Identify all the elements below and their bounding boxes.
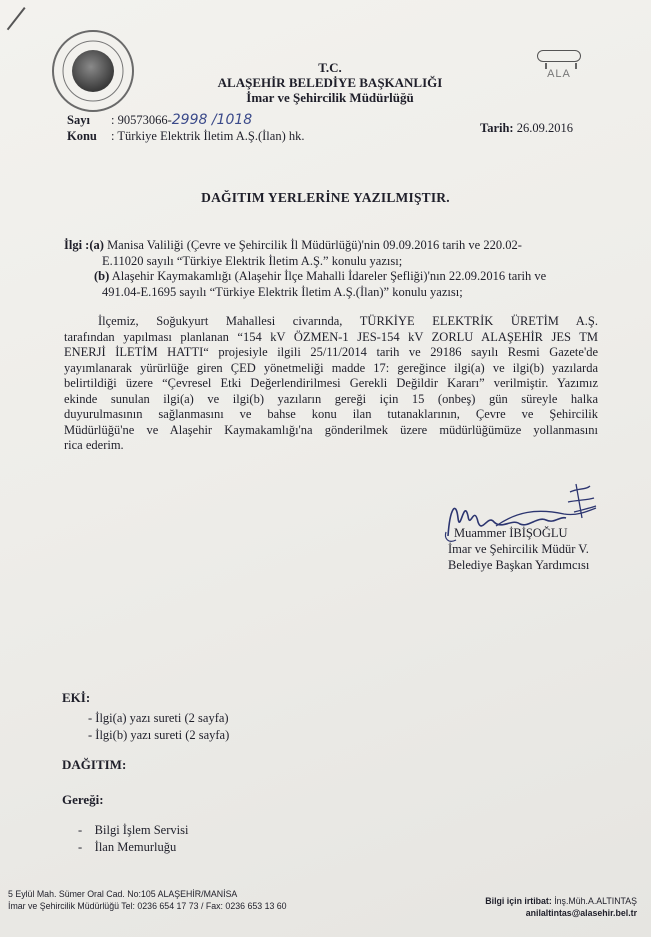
sayi-label: Sayı — [67, 113, 90, 127]
body-line-2: ENERJİ İLETİM HATTI“ projesiyle ilgili 25/11/2014 tarih ve 29186 sayılı Resmi Gazete'de — [64, 345, 598, 359]
ilgi-a-marker: (a) — [89, 238, 104, 252]
ek-item-1: - İlgi(a) yazı sureti (2 sayfa) — [88, 711, 229, 725]
ek-item-2-text: İlgi(b) yazı sureti (2 sayfa) — [95, 728, 230, 742]
ek-label: EKİ: — [62, 690, 91, 705]
sayi-value: : 90573066- — [111, 113, 172, 127]
ilgi-b-marker: (b) — [94, 269, 110, 283]
sayi-handwritten: 2998 /1018 — [171, 112, 253, 128]
signatory-title-1: İmar ve Şehircilik Müdür V. — [448, 542, 589, 556]
geregi-list — [78, 822, 188, 856]
signatory-title-2: Belediye Başkan Yardımcısı — [448, 558, 590, 572]
footer-contact-name: İnş.Müh.A.ALTINTAŞ — [554, 896, 637, 906]
konu-line — [67, 129, 304, 144]
body-line-7: Müdürlüğü'ne ve Alaşehir Kaymakamlığı'na gönderilmek üzere müdürlüğümüze yollanmasını — [64, 422, 598, 437]
body-line-1: tarafından yapılması planlanan “154 kV ÖZMEN-1 JES-154 kV ZORLU ALAŞEHİR JES TM — [64, 329, 598, 344]
logo-capital-shape — [537, 50, 581, 62]
konu-value: : Türkiye Elektrik İletim A.Ş.(İlan) hk. — [111, 129, 305, 143]
body-line-3: yayımlanarak yürürlüğe giren ÇED yönetmeliği madde 17: gereğince ilgi(a) ve ilgi(b) yazılarda — [64, 360, 598, 375]
ilgi-b-line1 — [64, 269, 594, 285]
footer-contact — [485, 895, 637, 919]
municipality-seal-icon — [52, 30, 134, 112]
ilgi-a-text2: E.11020 sayılı “Türkiye Elektrik İletim A.Ş.” konulu yazısı; — [102, 253, 403, 268]
header-tc: T.C. — [318, 60, 342, 75]
seal-emblem-icon — [72, 50, 114, 92]
konu-label: Konu — [67, 129, 97, 143]
body-line-4: belirtildiği üzere “Çevresel Etki Değerlendirilmesi Gerekli Değildir Kararı” verilmiştir. Yazımız — [64, 376, 598, 390]
column-logo-icon — [537, 50, 581, 92]
tarih-label: Tarih: — [480, 121, 514, 135]
body-line-5: ekinde sunulan ilgi(a) ve ilgi(b) yazıların gereği için 15 (onbeş) gün süreyle halka — [64, 391, 598, 406]
document-title: DAĞITIM YERLERİNE YAZILMIŞTIR. — [201, 190, 450, 205]
footer-contact-label: Bilgi için irtibat: — [485, 896, 552, 906]
ilgi-a-line1 — [64, 238, 594, 254]
sayi-line — [67, 113, 252, 128]
dagitim-label: DAĞITIM: — [62, 757, 127, 772]
pen-mark — [7, 7, 26, 30]
header-dept: İmar ve Şehircilik Müdürlüğü — [246, 90, 414, 105]
ilgi-a-text1: Manisa Valiliği (Çevre ve Şehircilik İl Müdürlüğü)'nin 09.09.2016 tarih ve 220.02- — [107, 238, 522, 252]
footer-address-1: 5 Eylül Mah. Sümer Oral Cad. No:105 ALAŞEHİR/MANİSA — [8, 889, 238, 899]
geregi-item-2-text: İlan Memurluğu — [94, 840, 177, 854]
footer-contact-email[interactable]: anilaltintas@alasehir.bel.tr — [525, 908, 637, 918]
geregi-item-1-text: Bilgi İşlem Servisi — [94, 823, 189, 837]
signatory-name: Muammer İBİŞOĞLU — [454, 526, 568, 540]
body-line-6: duyurulmasının sağlanmasını ve bahse konu ilan tutanaklarının, Çevre ve Şehircilik — [64, 407, 598, 421]
ilgi-label: İlgi : — [64, 238, 90, 252]
body-line-0: İlçemiz, Soğukyurt Mahallesi civarında, TÜRKİYE ELEKTRİK ÜRETİM A.Ş. — [98, 314, 598, 328]
footer-address-2: İmar ve Şehircilik Müdürlüğü Tel: 0236 654 17 73 / Fax: 0236 653 13 60 — [8, 901, 287, 911]
logo-text: ALA — [547, 68, 571, 80]
geregi-item-2: - İlan Memurluğu — [78, 840, 177, 854]
ilgi-block — [64, 238, 594, 300]
tarih-line — [480, 121, 573, 136]
ilgi-b-text1: Alaşehir Kaymakamlığı (Alaşehir İlçe Mahalli İdareler Şefliği)'nın 22.09.2016 tarih ve — [111, 269, 547, 283]
body-line-8: rica ederim. — [64, 438, 124, 452]
signature-block — [448, 525, 589, 573]
letterhead — [150, 60, 510, 105]
ek-list — [88, 710, 229, 744]
footer-address — [8, 888, 287, 912]
ek-item-1-text: İlgi(a) yazı sureti (2 sayfa) — [95, 711, 229, 725]
footer-contact-line — [485, 895, 637, 907]
body-paragraph — [64, 314, 598, 454]
header-org: ALAŞEHİR BELEDİYE BAŞKANLIĞI — [217, 75, 443, 90]
geregi-label: Gereği: — [62, 792, 104, 807]
ilgi-b-text2: 491.04-E.1695 sayılı “Türkiye Elektrik İletim A.Ş.(İlan)” konulu yazısı; — [102, 284, 463, 299]
geregi-item-1: - Bilgi İşlem Servisi — [78, 823, 189, 837]
ek-item-2: - İlgi(b) yazı sureti (2 sayfa) — [88, 728, 230, 742]
tarih-value: 26.09.2016 — [516, 121, 573, 135]
